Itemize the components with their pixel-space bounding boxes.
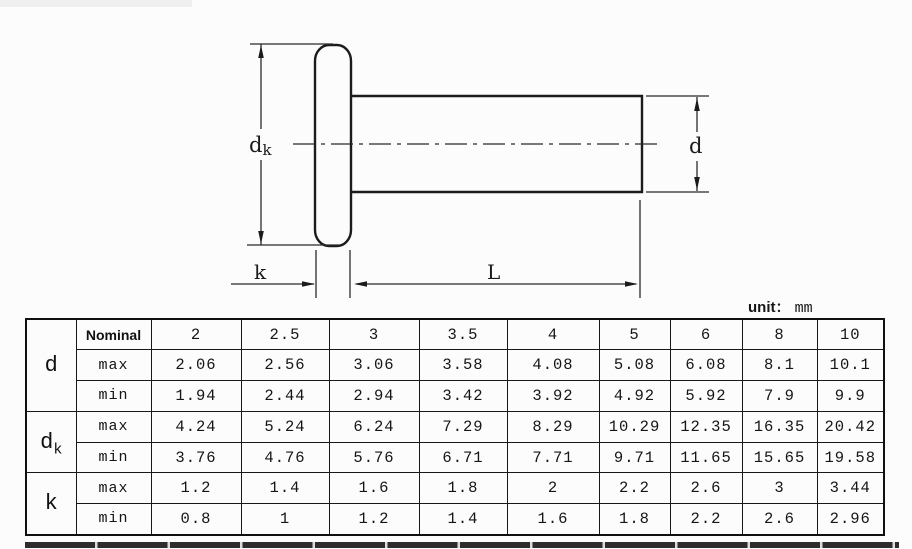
- table-row-header: [26, 319, 884, 350]
- row-group-label-dk: [26, 411, 76, 473]
- value-cell: 5.08: [599, 350, 670, 381]
- dk-arrow-down: [258, 231, 264, 244]
- value-cell: 2.2: [670, 504, 742, 535]
- value-cell: 2.2: [599, 473, 670, 504]
- size-header-cell: 2.5: [241, 319, 329, 350]
- value-cell: 1.2: [151, 473, 241, 504]
- row-group-label-d: [26, 319, 76, 411]
- dimension-table-container: [25, 318, 885, 536]
- k-arrow-right: [302, 281, 315, 286]
- size-header-cell: 3.5: [419, 319, 507, 350]
- value-cell: 3.58: [419, 350, 507, 381]
- value-cell: 1: [241, 504, 329, 535]
- table-row-k-max: [26, 473, 884, 504]
- limit-cell: max: [76, 473, 151, 504]
- value-cell: 8.1: [742, 350, 817, 381]
- value-cell: 20.42: [817, 411, 884, 442]
- value-cell: 3.06: [329, 350, 419, 381]
- table-row-dk-max: [26, 411, 884, 442]
- value-cell: 1.94: [151, 381, 241, 412]
- value-cell: 1.8: [419, 473, 507, 504]
- dimension-table: [25, 318, 885, 536]
- value-cell: 4.76: [241, 442, 329, 473]
- l-arrow-left: [354, 281, 367, 286]
- value-cell: 9.71: [599, 442, 670, 473]
- value-cell: 7.9: [742, 381, 817, 412]
- l-label: L: [487, 260, 501, 284]
- value-cell: 4.92: [599, 381, 670, 412]
- value-cell: 5.24: [241, 411, 329, 442]
- value-cell: 2.44: [241, 381, 329, 412]
- k-label: k: [254, 260, 267, 284]
- value-cell: 15.65: [742, 442, 817, 473]
- value-cell: 1.2: [329, 504, 419, 535]
- size-header-cell: 3: [329, 319, 419, 350]
- value-cell: 5.92: [670, 381, 742, 412]
- d-arrow-up: [694, 98, 700, 111]
- l-arrow-right: [625, 281, 638, 286]
- value-cell: 1.4: [241, 473, 329, 504]
- value-cell: 19.58: [817, 442, 884, 473]
- table-row-k-min: [26, 504, 884, 535]
- value-cell: 1.4: [419, 504, 507, 535]
- value-cell: 6.08: [670, 350, 742, 381]
- value-cell: 7.29: [419, 411, 507, 442]
- value-cell: 12.35: [670, 411, 742, 442]
- value-cell: 9.9: [817, 381, 884, 412]
- value-cell: 4.08: [507, 350, 599, 381]
- value-cell: 3.44: [817, 473, 884, 504]
- limit-cell: min: [76, 442, 151, 473]
- row-group-label-text: k: [44, 491, 58, 517]
- row-group-label-text: d: [44, 352, 58, 378]
- value-cell: 2.06: [151, 350, 241, 381]
- size-header-cell: 8: [742, 319, 817, 350]
- size-header-cell: 4: [507, 319, 599, 350]
- value-cell: 2: [507, 473, 599, 504]
- row-group-label-text: d: [40, 429, 54, 455]
- value-cell: 2.94: [329, 381, 419, 412]
- l-dimension: [354, 200, 640, 298]
- limit-cell: max: [76, 350, 151, 381]
- table-row-d-max: [26, 350, 884, 381]
- value-cell: 6.71: [419, 442, 507, 473]
- value-cell: 3: [742, 473, 817, 504]
- value-cell: 3.76: [151, 442, 241, 473]
- size-header-cell: 10: [817, 319, 884, 350]
- value-cell: 2.6: [742, 504, 817, 535]
- size-header-cell: 6: [670, 319, 742, 350]
- value-cell: 10.29: [599, 411, 670, 442]
- table-row-d-min: [26, 381, 884, 412]
- table-row-dk-min: [26, 442, 884, 473]
- k-dimension: [231, 250, 350, 298]
- value-cell: 10.1: [817, 350, 884, 381]
- size-header-cell: 2: [151, 319, 241, 350]
- value-cell: 16.35: [742, 411, 817, 442]
- value-cell: 2.56: [241, 350, 329, 381]
- value-cell: 2.96: [817, 504, 884, 535]
- unit-label: [748, 296, 813, 317]
- dk-arrow-up: [258, 45, 264, 58]
- unit-word: unit：: [748, 299, 791, 316]
- value-cell: 0.8: [151, 504, 241, 535]
- value-cell: 11.65: [670, 442, 742, 473]
- value-cell: 7.71: [507, 442, 599, 473]
- value-cell: 1.6: [507, 504, 599, 535]
- rivet-head-outline: [315, 45, 351, 246]
- nominal-header-cell: Nominal: [76, 319, 151, 350]
- limit-cell: max: [76, 411, 151, 442]
- size-header-cell: 5: [599, 319, 670, 350]
- cropped-next-table-edge: [25, 542, 899, 548]
- row-group-label-k: [26, 473, 76, 535]
- value-cell: 4.24: [151, 411, 241, 442]
- value-cell: 3.92: [507, 381, 599, 412]
- value-cell: 3.42: [419, 381, 507, 412]
- limit-cell: min: [76, 504, 151, 535]
- value-cell: 8.29: [507, 411, 599, 442]
- value-cell: 1.6: [329, 473, 419, 504]
- value-cell: 2.6: [670, 473, 742, 504]
- value-cell: 5.76: [329, 442, 419, 473]
- value-cell: 6.24: [329, 411, 419, 442]
- unit-value: mm: [794, 300, 813, 317]
- row-group-label-sub: k: [53, 441, 63, 459]
- limit-cell: min: [76, 381, 151, 412]
- value-cell: 1.8: [599, 504, 670, 535]
- d-arrow-down: [694, 177, 700, 190]
- d-label: d: [689, 134, 703, 158]
- dk-label: dk: [249, 133, 272, 159]
